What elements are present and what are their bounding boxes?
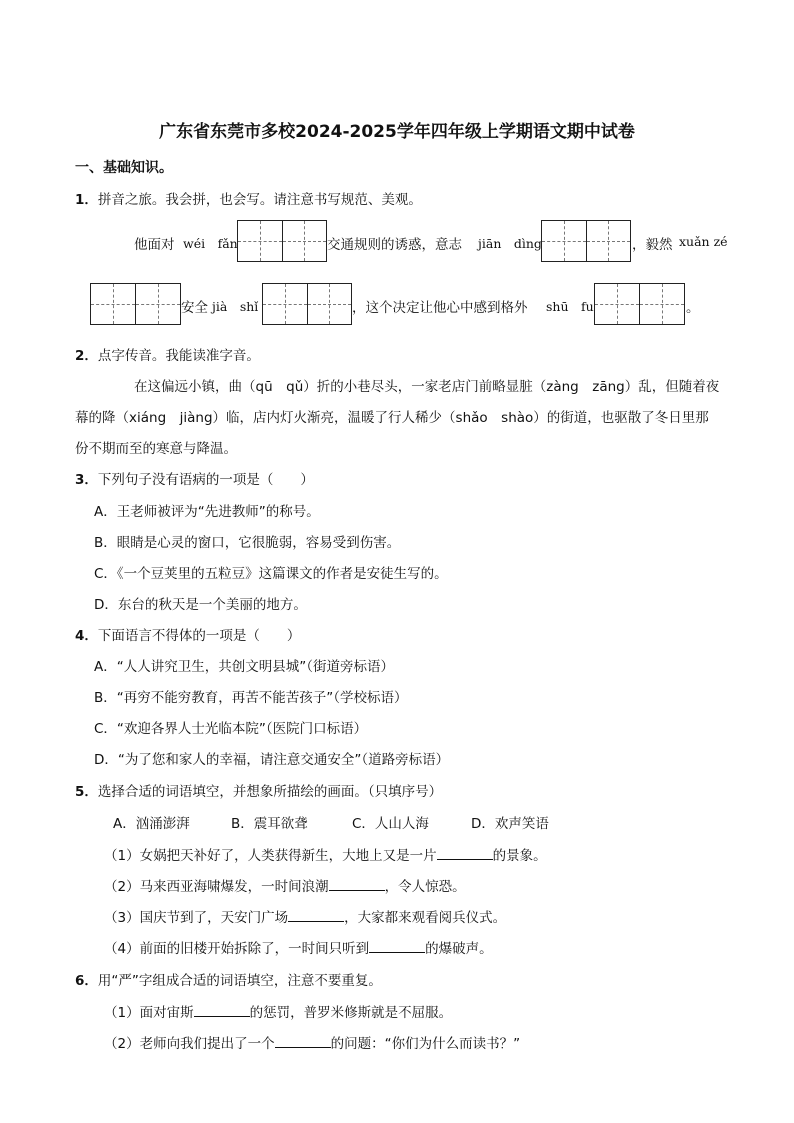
question-number: 1．	[75, 192, 98, 208]
answer-blank[interactable]	[329, 878, 385, 891]
fill-item-text: （1）女娲把天补好了，人类获得新生，大地上又是一片	[104, 848, 437, 864]
question-stem: 选择合适的词语填空，并想象所描绘的画面。（只填序号）	[97, 784, 443, 800]
question-6	[75, 969, 382, 989]
fill-item-text: ，令人惊恐。	[384, 879, 466, 895]
pinyin-label: shū fu	[546, 299, 594, 314]
fill-item	[104, 875, 466, 895]
word-choice-c: C．人山人海	[352, 816, 429, 832]
passage-line: 幕的降（xiáng jiàng）临，店内灯火渐亮，温暖了行人稀少（shǎo shào）的街道，也驱散了冬日里那	[75, 410, 709, 426]
tianzige-box[interactable]	[541, 220, 631, 262]
fill-item-text: 的惩罚，普罗米修斯就是不屈服。	[249, 1005, 453, 1021]
question-2	[75, 344, 260, 364]
answer-blank[interactable]	[437, 847, 493, 860]
question-5	[75, 780, 442, 800]
option-b[interactable]: B．“再穷不能穷教育，再苦不能苦孩子”（学校标语）	[94, 690, 408, 706]
question-number: 6．	[75, 973, 98, 989]
question-stem: 下列句子没有语病的一项是（ ）	[97, 472, 314, 488]
option-c[interactable]: C．《一个豆荚里的五粒豆》这篇课文的作者是安徒生写的。	[94, 566, 448, 582]
fill-item-text: ，大家都来观看阅兵仪式。	[344, 910, 507, 926]
question-4	[75, 624, 300, 644]
tianzige-box[interactable]	[262, 283, 352, 325]
answer-blank[interactable]	[288, 909, 344, 922]
question-number: 2．	[75, 348, 98, 364]
question-stem: 点字传音。我能读准字音。	[97, 348, 260, 364]
option-d[interactable]: D．“为了您和家人的幸福，请注意交通安全”（道路旁标语）	[94, 752, 450, 768]
option-a[interactable]: A．“人人讲究卫生，共创文明县城”（街道旁标语）	[94, 659, 394, 675]
question-number: 4．	[75, 628, 98, 644]
fill-item	[104, 937, 493, 957]
option-c[interactable]: C．“欢迎各界人士光临本院”（医院门口标语）	[94, 721, 368, 737]
passage-line: 份不期而至的寒意与降温。	[75, 441, 237, 457]
question-stem: 下面语言不得体的一项是（ ）	[97, 628, 301, 644]
pinyin-label: xuǎn zé	[679, 234, 728, 249]
question-number: 3．	[75, 472, 98, 488]
sentence-text: 他面对	[134, 237, 175, 253]
passage-line: 在这偏远小镇，曲（qū qǔ）折的小巷尽头，一家老店门前略显脏（zàng zāng）乱，但随着夜	[134, 379, 720, 395]
option-a[interactable]: A．王老师被评为“先进教师”的称号。	[94, 504, 320, 520]
answer-blank[interactable]	[275, 1035, 331, 1048]
sentence-text: 。	[686, 300, 700, 316]
word-choice-a: A．汹涌澎湃	[113, 816, 190, 832]
fill-item-text: 的问题：“你们为什么而读书？”	[330, 1036, 521, 1052]
pinyin-line-2	[0, 283, 794, 325]
fill-item-text: （4）前面的旧楼开始拆除了，一时间只听到	[104, 941, 370, 957]
tianzige-box[interactable]	[237, 220, 327, 262]
fill-item-text: 的爆破声。	[425, 941, 493, 957]
question-1	[75, 188, 422, 208]
pinyin-label: jiān dìng	[478, 236, 542, 251]
sentence-text: 交通规则的诱惑，意志	[327, 237, 462, 253]
fill-item	[104, 1032, 520, 1052]
question-number: 5．	[75, 784, 98, 800]
word-choice-b: B．震耳欲聋	[231, 816, 308, 832]
sentence-text: ，这个决定让他心中感到格外	[352, 300, 528, 316]
fill-item-text: 的景象。	[492, 848, 547, 864]
answer-blank[interactable]	[194, 1004, 250, 1017]
section-heading: 一、基础知识。	[75, 160, 173, 176]
page-title: 广东省东莞市多校2024-2025学年四年级上学期语文期中试卷	[159, 122, 635, 142]
pinyin-label: wéi fǎn	[183, 236, 238, 251]
fill-item	[104, 1001, 452, 1021]
pinyin-label: jià shǐ	[212, 299, 259, 314]
fill-item-text: （1）面对宙斯	[104, 1005, 194, 1021]
question-stem: 用“严”字组成合适的词语填空，注意不要重复。	[97, 973, 382, 989]
fill-item	[104, 906, 506, 926]
option-b[interactable]: B．眼睛是心灵的窗口，它很脆弱，容易受到伤害。	[94, 535, 401, 551]
fill-item	[104, 844, 547, 864]
sentence-text: 安全	[181, 300, 208, 316]
question-stem: 拼音之旅。我会拼，也会写。请注意书写规范、美观。	[97, 192, 422, 208]
word-choice-d: D．欢声笑语	[471, 816, 549, 832]
tianzige-box[interactable]	[90, 283, 181, 325]
option-d[interactable]: D．东台的秋天是一个美丽的地方。	[94, 597, 307, 613]
question-3	[75, 468, 314, 488]
fill-item-text: （2）老师向我们提出了一个	[104, 1036, 275, 1052]
pinyin-line-1	[0, 220, 794, 262]
sentence-text: ，毅然	[632, 237, 673, 253]
answer-blank[interactable]	[369, 940, 425, 953]
fill-item-text: （3）国庆节到了，天安门广场	[104, 910, 289, 926]
tianzige-box[interactable]	[594, 283, 685, 325]
fill-item-text: （2）马来西亚海啸爆发，一时间浪潮	[104, 879, 329, 895]
